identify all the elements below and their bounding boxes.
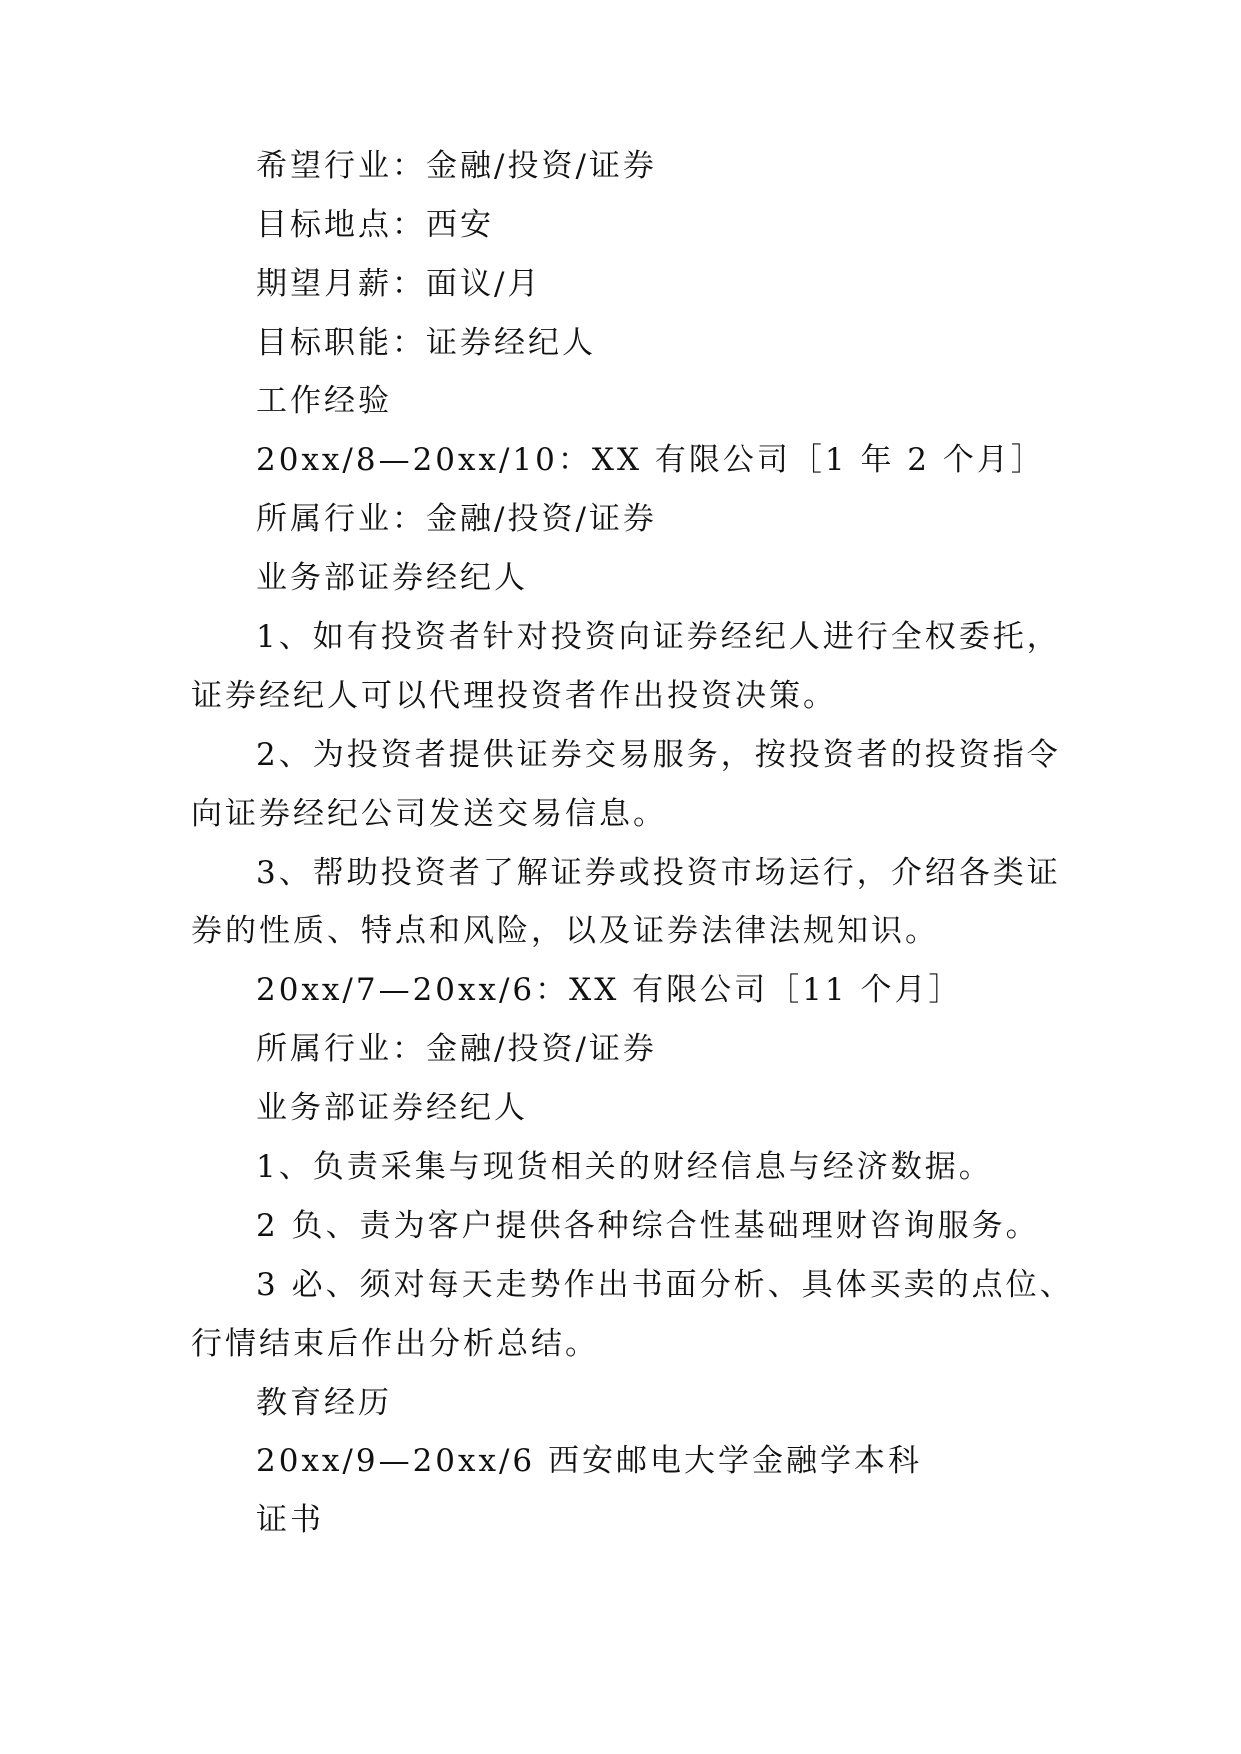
job2-duty1: 1、负责采集与现货相关的财经信息与经济数据。 bbox=[256, 1149, 993, 1185]
job1-duty1-line1: 1、如有投资者针对投资向证券经纪人进行全权委托， bbox=[256, 619, 1061, 655]
target-location: 目标地点：西安 bbox=[256, 207, 494, 243]
job1-duty2-line2: 向证券经纪公司发送交易信息。 bbox=[191, 796, 667, 832]
target-function: 目标职能：证券经纪人 bbox=[256, 325, 596, 361]
job1-industry: 所属行业：金融/投资/证券 bbox=[256, 501, 657, 537]
expected-salary: 期望月薪：面议/月 bbox=[256, 266, 542, 302]
job2-duty3-line1: 3 必、须对每天走势作出书面分析、具体买卖的点位、 bbox=[256, 1267, 1074, 1303]
job2-position: 业务部证券经纪人 bbox=[256, 1090, 528, 1126]
job2-duty3-line2: 行情结束后作出分析总结。 bbox=[191, 1326, 599, 1362]
industry-preference: 希望行业：金融/投资/证券 bbox=[256, 148, 657, 184]
job1-position: 业务部证券经纪人 bbox=[256, 560, 528, 596]
education-entry: 20xx/9—20xx/6 西安邮电大学金融学本科 bbox=[256, 1443, 923, 1479]
work-experience-heading: 工作经验 bbox=[256, 383, 392, 419]
job2-industry: 所属行业：金融/投资/证券 bbox=[256, 1031, 657, 1067]
job1-period: 20xx/8—20xx/10：XX 有限公司［1 年 2 个月］ bbox=[256, 442, 1045, 478]
job1-duty3-line1: 3、帮助投资者了解证券或投资市场运行，介绍各类证 bbox=[256, 855, 1061, 891]
job1-duty2-line1: 2、为投资者提供证券交易服务，按投资者的投资指令 bbox=[256, 737, 1061, 773]
education-heading: 教育经历 bbox=[256, 1385, 392, 1421]
job2-period: 20xx/7—20xx/6：XX 有限公司［11 个月］ bbox=[256, 972, 963, 1008]
job2-duty2: 2 负、责为客户提供各种综合性基础理财咨询服务。 bbox=[256, 1208, 1040, 1244]
job1-duty3-line2: 券的性质、特点和风险，以及证券法律法规知识。 bbox=[191, 913, 939, 949]
job1-duty1-line2: 证券经纪人可以代理投资者作出投资决策。 bbox=[191, 678, 837, 714]
certificates-heading: 证书 bbox=[256, 1502, 324, 1538]
